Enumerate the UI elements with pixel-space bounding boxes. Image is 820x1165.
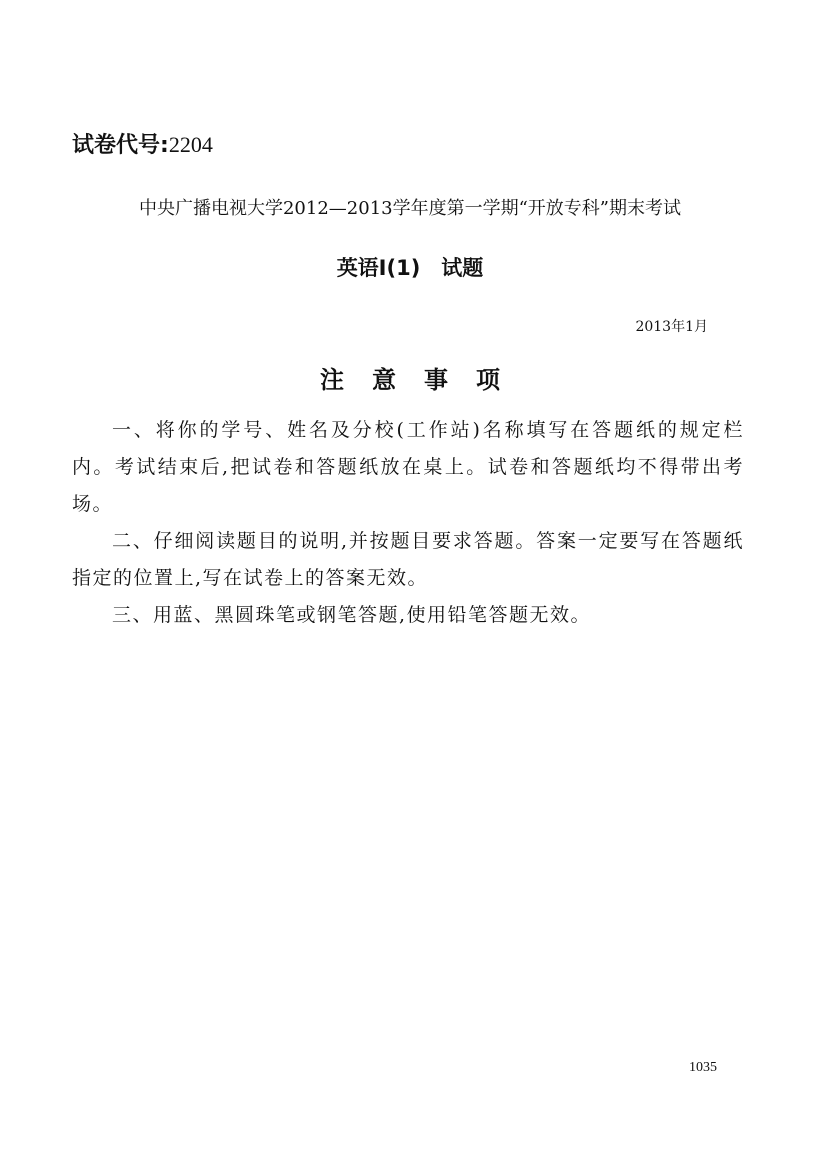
page-number: 1035 <box>689 1060 717 1075</box>
exam-header: 中央广播电视大学2012—2013学年度第一学期“开放专科”期末考试 <box>138 198 682 219</box>
notice-item-2: 二、仔细阅读题目的说明,并按题目要求答题。答案一定要写在答题纸指定的位置上,写在试卷上的答案无效。 <box>72 530 744 589</box>
notice-item-1: 一、将你的学号、姓名及分校(工作站)名称填写在答题纸的规定栏内。考试结束后,把试卷和答题纸放在桌上。试卷和答题纸均不得带出考场。 <box>72 419 744 515</box>
paper-code <box>72 128 213 159</box>
paper-code-value: 2204 <box>168 132 213 157</box>
notice-title: 注意事项 <box>320 366 528 394</box>
exam-date: 2013年1月 <box>635 319 708 335</box>
notice-list <box>72 412 744 634</box>
exam-title: 英语Ⅰ(1) 试题 <box>336 256 484 280</box>
notice-item-3: 三、用蓝、黑圆珠笔或钢笔答题,使用铅笔答题无效。 <box>112 604 592 626</box>
paper-code-label: 试卷代号: <box>72 133 169 158</box>
